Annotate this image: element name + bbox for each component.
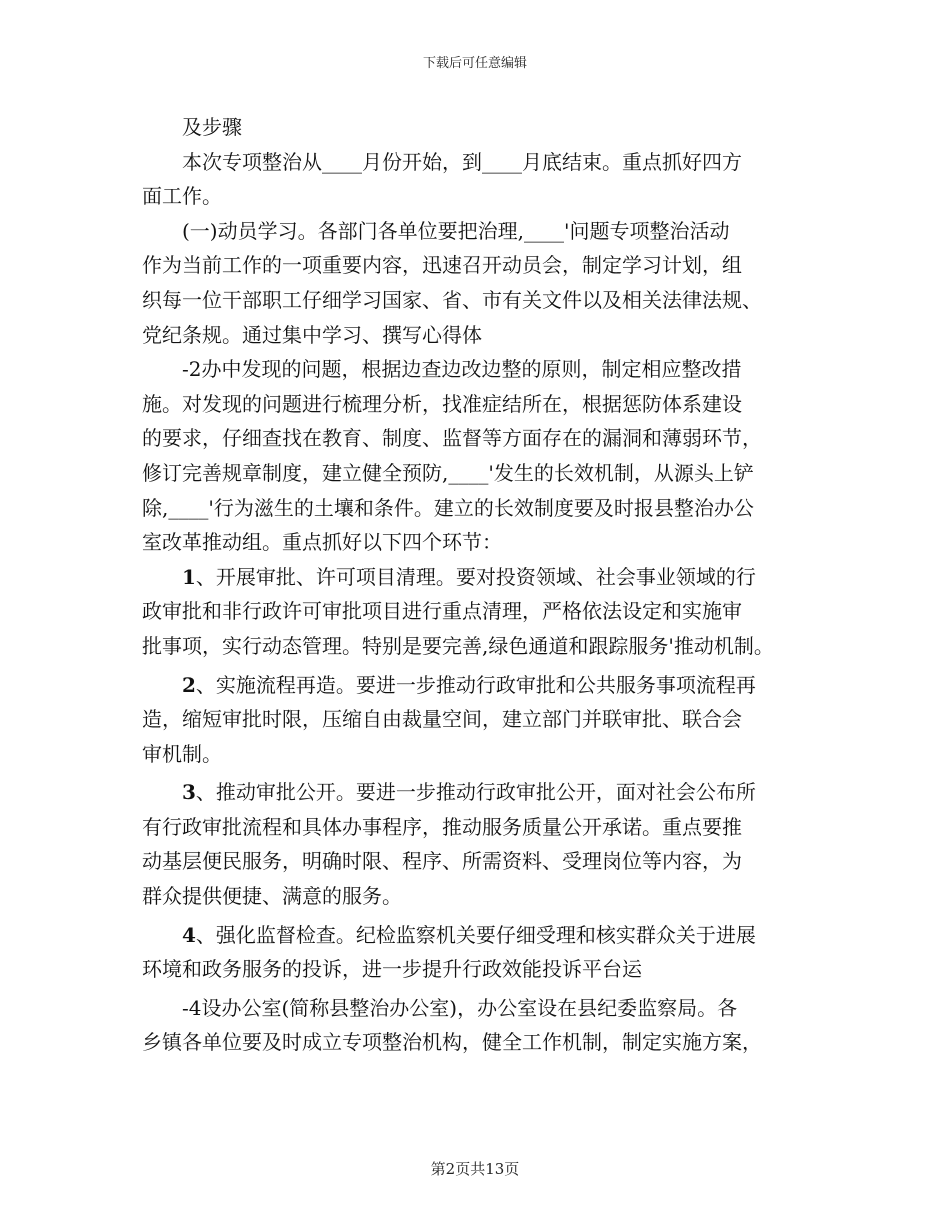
text-line — [142, 248, 822, 283]
text-line — [142, 283, 822, 318]
line-text: 党纪条规。通过集中学习、撰写心得体 — [142, 322, 482, 347]
line-text: 、推动审批公开。要进一步推动行政审批公开，面对社会公布所 — [195, 780, 756, 805]
text-line — [142, 1025, 822, 1060]
text-line — [142, 775, 822, 810]
line-text: 有行政审批流程和具体办事程序，推动服务质量公开承诺。重点要推 — [142, 814, 742, 839]
line-text: 、实施流程再造。要进一步推动行政审批和公共服务事项流程再 — [195, 672, 756, 697]
paragraph — [142, 352, 822, 560]
page-footer: 第2页共13页 — [430, 1160, 520, 1178]
text-line — [142, 145, 822, 180]
line-text: 及步骤 — [182, 115, 242, 139]
page-header: 下载后可任意编辑 — [422, 56, 527, 71]
line-text: 作为当前工作的一项重要内容，迅速召开动员会，制定学习计划，组 — [142, 253, 742, 278]
line-text: 造，缩短审批时限，压缩自由裁量空间，建立部门并联审批、联合会 — [142, 707, 742, 732]
text-line — [142, 214, 822, 249]
text-line — [142, 810, 822, 845]
paragraph — [142, 145, 822, 214]
line-text: 群众提供便捷、满意的服务。 — [142, 884, 402, 909]
text-line — [142, 918, 822, 953]
text-line — [142, 387, 822, 422]
document-body — [142, 110, 822, 1060]
text-line — [142, 456, 822, 491]
line-text: (一)动员学习。各部门各单位要把治理,____'问题专项整治活动 — [182, 218, 730, 243]
line-text: 乡镇各单位要及时成立专项整治机构，健全工作机制，制定实施方案， — [142, 1030, 762, 1055]
paragraph — [142, 668, 822, 776]
line-text: 、强化监督检查。纪检监察机关要仔细受理和核实群众关于进展 — [195, 922, 756, 947]
item-number: 4 — [182, 922, 196, 947]
line-text: 政审批和非行政许可审批项目进行重点清理，严格依法设定和实施审 — [142, 599, 742, 624]
text-line — [142, 525, 822, 560]
text-line — [142, 352, 822, 387]
line-text: 批事项，实行动态管理。特别是要完善,绿色通道和跟踪服务'推动机制。 — [142, 633, 774, 658]
text-line — [142, 952, 822, 987]
line-text: 的要求，仔细查找在教育、制度、监督等方面存在的漏洞和薄弱环节， — [142, 426, 762, 451]
text-line — [142, 629, 822, 664]
text-line — [142, 421, 822, 456]
text-line — [142, 318, 822, 353]
paragraph — [142, 775, 822, 917]
text-line — [142, 179, 822, 214]
line-text: 施。对发现的问题进行梳理分析，找准症结所在，根据惩防体系建设 — [142, 391, 742, 416]
line-text: 织每一位干部职工仔细学习国家、省、市有关文件以及相关法律法规、 — [142, 287, 762, 312]
line-text: 、开展审批、许可项目清理。要对投资领域、社会事业领域的行 — [195, 564, 756, 589]
text-line — [142, 110, 822, 145]
item-number: 1 — [182, 564, 196, 589]
text-line — [142, 737, 822, 772]
line-text: -2办中发现的问题，根据边查边改边整的原则，制定相应整改措 — [182, 357, 742, 382]
text-line — [142, 668, 822, 703]
line-text: 本次专项整治从____月份开始，到____月底结束。重点抓好四方 — [182, 149, 742, 174]
text-line — [142, 991, 822, 1026]
line-text: 审机制。 — [142, 741, 222, 766]
line-text: 修订完善规章制度，建立健全预防,____'发生的长效机制，从源头上铲 — [142, 460, 754, 485]
item-number: 3 — [182, 780, 196, 805]
paragraph — [142, 110, 822, 145]
line-text: 面工作。 — [142, 184, 222, 209]
text-line — [142, 702, 822, 737]
line-text: 环境和政务服务的投诉，进一步提升行政效能投诉平台运 — [142, 957, 642, 982]
line-text: 除,____'行为滋生的土壤和条件。建立的长效制度要及时报县整治办公 — [142, 495, 754, 520]
paragraph — [142, 214, 822, 352]
line-text: 动基层便民服务，明确时限、程序、所需资料、受理岗位等内容，为 — [142, 849, 742, 874]
paragraph — [142, 560, 822, 668]
line-text: 室改革推动组。重点抓好以下四个环节： — [142, 530, 502, 555]
text-line — [142, 844, 822, 879]
text-line — [142, 491, 822, 526]
item-number: 2 — [182, 672, 196, 697]
text-line — [142, 879, 822, 914]
line-text: -4设办公室(简称县整治办公室)，办公室设在县纪委监察局。各 — [182, 995, 738, 1020]
text-line — [142, 560, 822, 595]
text-line — [142, 594, 822, 629]
paragraph — [142, 918, 822, 991]
paragraph — [142, 991, 822, 1060]
